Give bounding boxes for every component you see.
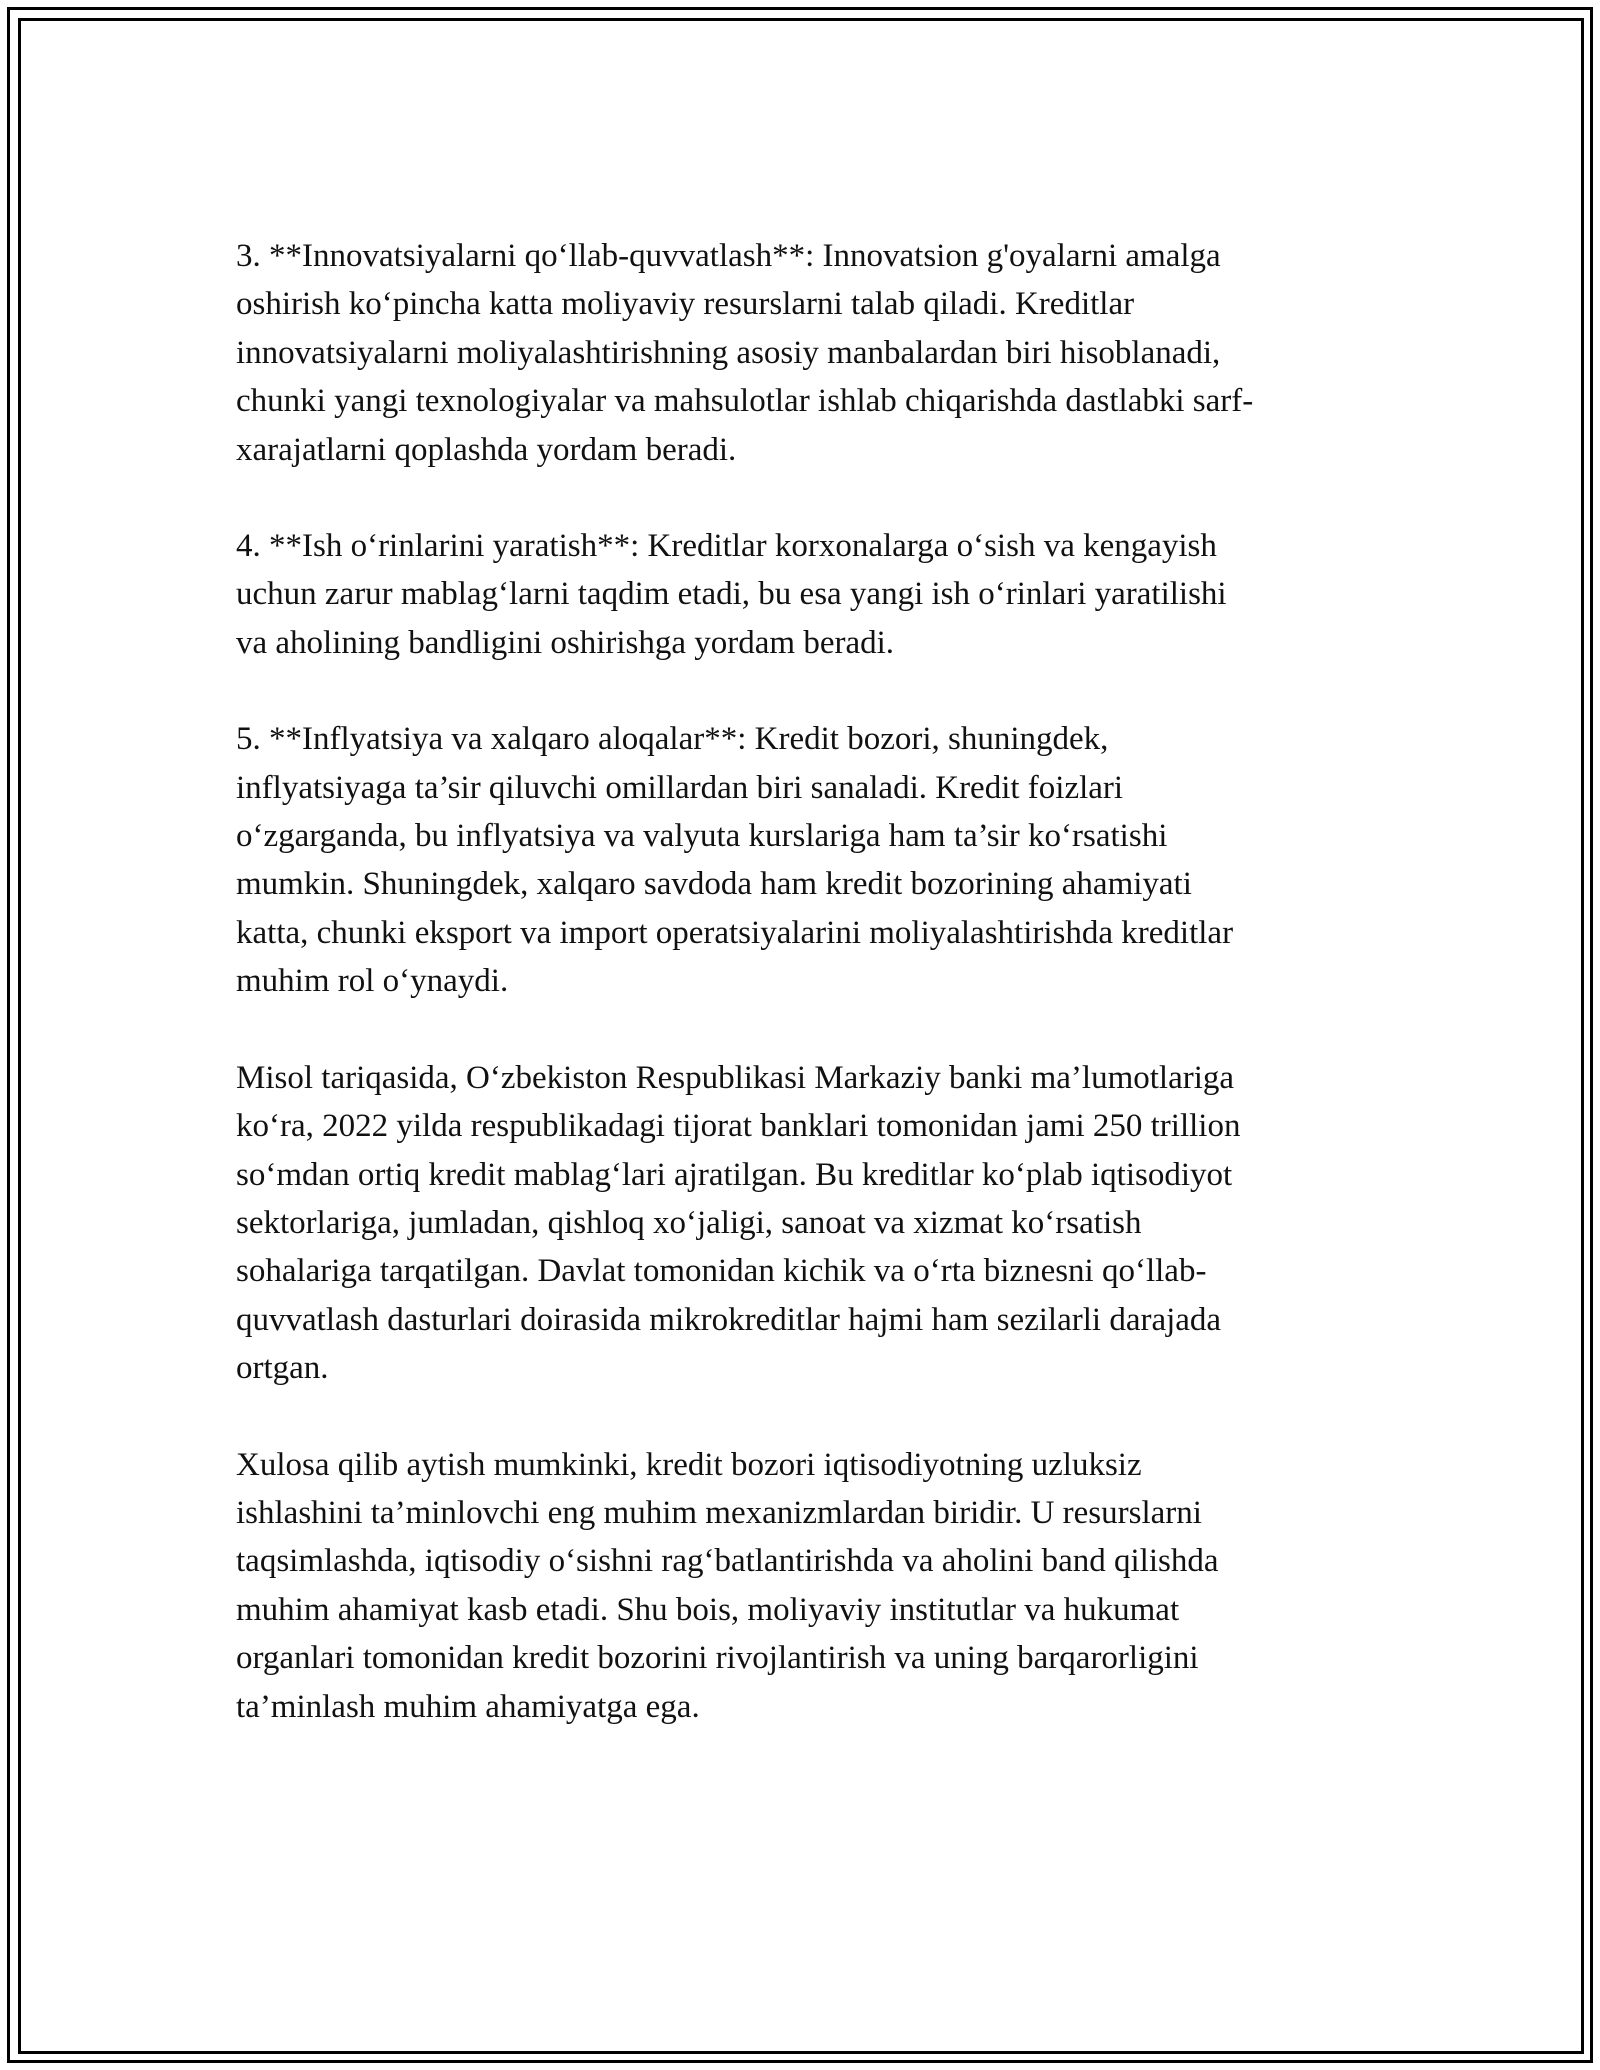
paragraph-inflation-international: 5. **Inflyatsiya va xalqaro aloqalar**: Kredit bozori, shuningdek, inflyatsiyaga ta’sir qiluvchi omillardan biri sanaladi. Kredit foizlari o‘zgarganda, bu inflyatsiya va valyuta kurslariga ham ta’sir ko‘rsatishi mumkin. Shuningdek, xalqaro savdoda ham kredit bozorining ahamiyati katta, chunki eksport va import operatsiyalarini moliyalashtirishda kreditlar muhim rol o‘ynaydi. [236, 721, 1234, 1000]
document-body [236, 232, 1376, 1779]
paragraph-example-uzbekistan: Misol tariqasida, O‘zbekiston Respublikasi Markaziy banki ma’lumotlariga ko‘ra, 2022 yilda respublikadagi tijorat banklari tomonidan jami 250 trillion so‘mdan ortiq kredit mablag‘lari ajratilgan. Bu kreditlar ko‘plab iqtisodiyot sektorlariga, jumladan, qishloq xo‘jaligi, sanoat va xizmat ko‘rsatish sohalariga tarqatilgan. Davlat tomonidan kichik va o‘rta biznesni qo‘llab- quvvatlash dasturlari doirasida mikrokreditlar hajmi ham sezilarli darajada ortgan. [236, 1059, 1241, 1387]
paragraph-conclusion: Xulosa qilib aytish mumkinki, kredit bozori iqtisodiyotning uzluksiz ishlashini ta’minlovchi eng muhim mexanizmlardan biridir. U resurslarni taqsimlashda, iqtisodiy o‘sishni rag‘batlantirishda va aholini band qilishda muhim ahamiyat kasb etadi. Shu bois, moliyaviy institutlar va hukumat organlari tomonidan kredit bozorini rivojlantirish va uning barqarorligini ta’minlash muhim ahamiyatga ega. [236, 1446, 1219, 1725]
paragraph-innovation-support: 3. **Innovatsiyalarni qo‘llab-quvvatlash**: Innovatsion g'oyalarni amalga oshirish ko‘pincha katta moliyaviy resurslarni talab qiladi. Kreditlar innovatsiyalarni moliyalashtirishning asosiy manbalardan biri hisoblanadi, chunki yangi texnologiyalar va mahsulotlar ishlab chiqarishda dastlabki sarf- xarajatlarni qoplashda yordam beradi. [236, 238, 1254, 468]
paragraph-job-creation: 4. **Ish o‘rinlarini yaratish**: Kreditlar korxonalarga o‘sish va kengayish uchun zarur mablag‘larni taqdim etadi, bu esa yangi ish o‘rinlari yaratilishi va aholining bandligini oshirishga yordam beradi. [236, 528, 1227, 661]
